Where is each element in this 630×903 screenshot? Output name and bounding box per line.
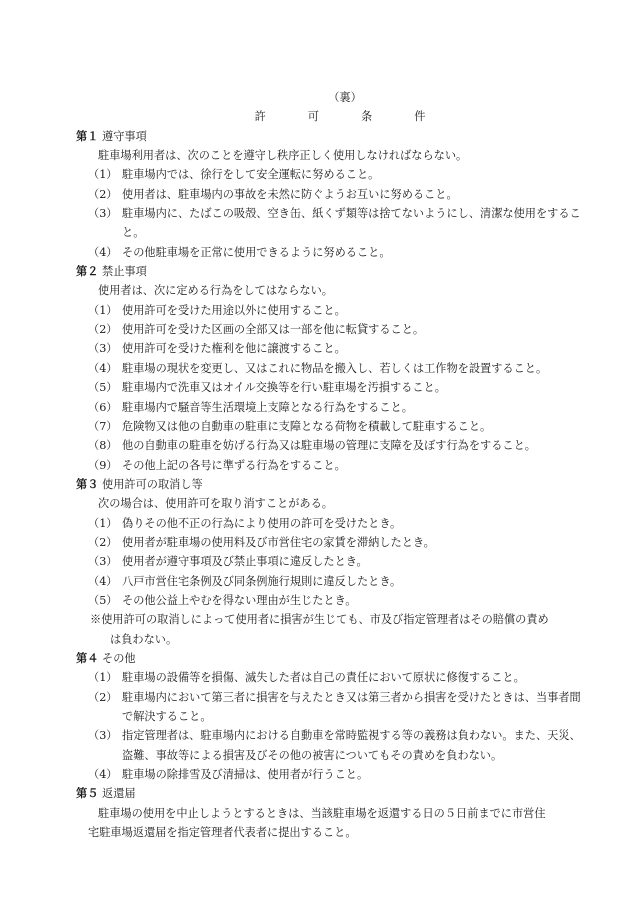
item-text: 使用者が遵守事項及び禁止事項に違反したとき。 [122,555,368,569]
section-number: 第３ [76,476,99,491]
list-item [88,378,582,397]
section-title: 使用許可の取消し等 [102,477,203,491]
item-number: （3） [88,555,118,569]
note-line: ※使用許可の取消しによって使用者に損害が生じても、市及び指定管理者はその賠償の責め [90,613,549,627]
section-heading [76,475,582,494]
item-number: （4） [88,574,118,588]
item-number: （4） [88,245,118,259]
disclaimer-note [78,610,582,649]
list-item [88,456,582,475]
section-heading [76,127,582,146]
section-title: 返還届 [102,787,136,801]
item-number: （1） [88,671,118,685]
item-number: （3） [88,729,118,743]
item-number: （4） [88,361,118,375]
section-heading [76,784,582,803]
title-char: 許 [254,110,266,124]
list-item [88,765,582,784]
section-heading [76,262,582,281]
item-number: （2） [88,690,118,704]
list-item [88,533,582,552]
item-text: 他の自動車の駐車を妨げる行為又は駐車場の管理に支障を及ぼす行為をすること。 [122,439,536,453]
list-item [88,185,582,204]
item-number: （9） [88,458,118,472]
item-number: （5） [88,381,118,395]
item-text: 偽りその他不正の行為により使用の許可を受けたとき。 [122,516,402,530]
item-number: （1） [88,303,118,317]
item-text: 駐車場の設備等を損傷、滅失した者は自己の責任において原状に修復すること。 [122,671,525,685]
list-item [88,514,582,533]
list-item [88,359,582,378]
item-text: その他公益上やむを得ない理由が生じたとき。 [122,593,357,607]
item-text: 使用者が駐車場の使用料及び市営住宅の家賃を滞納したとき。 [122,535,435,549]
paragraph-line: 宅駐車場返還届を指定管理者代表者に提出すること。 [88,826,357,840]
list-item [88,398,582,417]
list-item [88,417,582,436]
item-number: （3） [88,207,118,221]
list-item [88,552,582,571]
back-side-label: （裏） [328,91,362,104]
item-text: 使用許可を受けた権利を他に譲渡すること。 [122,342,346,356]
item-text: 危険物又は他の自動車の駐車に支障となる荷物を積載して駐車すること。 [122,419,492,433]
item-number: （2） [88,187,118,201]
item-number: （8） [88,439,118,453]
item-number: （2） [88,535,118,549]
list-item [88,688,582,727]
item-text: 使用許可を受けた区画の全部又は一部を他に転貸すること。 [122,323,425,337]
list-item [88,591,582,610]
section-intro: 駐車場利用者は、次のことを遵守し秩序正しく使用しなければならない。 [98,149,468,163]
item-text: 使用許可を受けた用途以外に使用すること。 [122,303,346,317]
item-number: （1） [88,516,118,530]
title-char: 可 [307,110,319,124]
item-number: （1） [88,168,118,182]
list-item [88,320,582,339]
item-text: 八戸市営住宅条例及び同条例施行規則に違反したとき。 [122,574,402,588]
item-number: （3） [88,342,118,356]
list-item [88,339,582,358]
title-char: 件 [414,110,426,124]
item-text: 駐車場内では、徐行をして安全運転に努めること。 [122,168,380,182]
section-number: 第１ [76,128,99,143]
item-number: （7） [88,419,118,433]
item-number: （5） [88,593,118,607]
list-item [88,204,582,243]
item-number: （6） [88,400,118,414]
note-line: は負わない。 [110,632,178,646]
section-number: 第４ [76,650,99,665]
item-text: 駐車場内において第三者に損害を与えたとき又は第三者から損害を受けたときは、当事者間で解決すること。 [122,690,581,723]
item-text: 駐車場の除排雪及び清掃は、使用者が行うこと。 [122,768,369,782]
item-text: 駐車場の現状を変更し、又はこれに物品を搬入し、若しくは工作物を設置すること。 [122,361,548,375]
title-char: 条 [361,110,373,124]
item-number: （2） [88,323,118,337]
list-item [88,572,582,591]
section-title: 遵守事項 [102,129,147,143]
section-title: 禁止事項 [102,265,147,279]
list-item [88,436,582,455]
list-item [88,668,582,687]
item-text: 駐車場内で洗車又はオイル交換等を行い駐車場を汚損すること。 [122,381,446,395]
section-number: 第５ [76,786,99,801]
item-text: 駐車場内に、たばこの吸殻、空き缶、紙くず類等は捨てないようにし、清潔な使用をすること。 [122,207,581,240]
section-intro: 使用者は、次に定める行為をしてはならない。 [98,284,333,298]
list-item [88,726,582,765]
item-number: （4） [88,768,118,782]
section-number: 第２ [76,264,99,279]
item-text: 指定管理者は、駐車場内における自動車を常時監視する等の義務は負わない。また、天災、盗難、事故等による損害及びその他の被害についてもその責めを負わない。 [122,729,581,762]
list-item [88,243,582,262]
list-item [88,165,582,184]
item-text: 駐車場内で騒音等生活環境上支障となる行為をすること。 [122,400,413,414]
item-text: その他上記の各号に準ずる行為をすること。 [122,458,346,472]
section-heading [76,649,582,668]
section-title: その他 [102,651,136,665]
item-text: その他駐車場を正常に使用できるように努めること。 [122,245,391,259]
section-intro: 次の場合は、使用許可を取り消すことがある。 [98,497,333,511]
item-text: 使用者は、駐車場内の事故を未然に防ぐようお互いに努めること。 [122,187,458,201]
document-title [76,107,582,126]
paragraph-line: 駐車場の使用を中止しようとするときは、当該駐車場を返還する日の５日前までに市営住 [98,806,546,820]
list-item [88,301,582,320]
